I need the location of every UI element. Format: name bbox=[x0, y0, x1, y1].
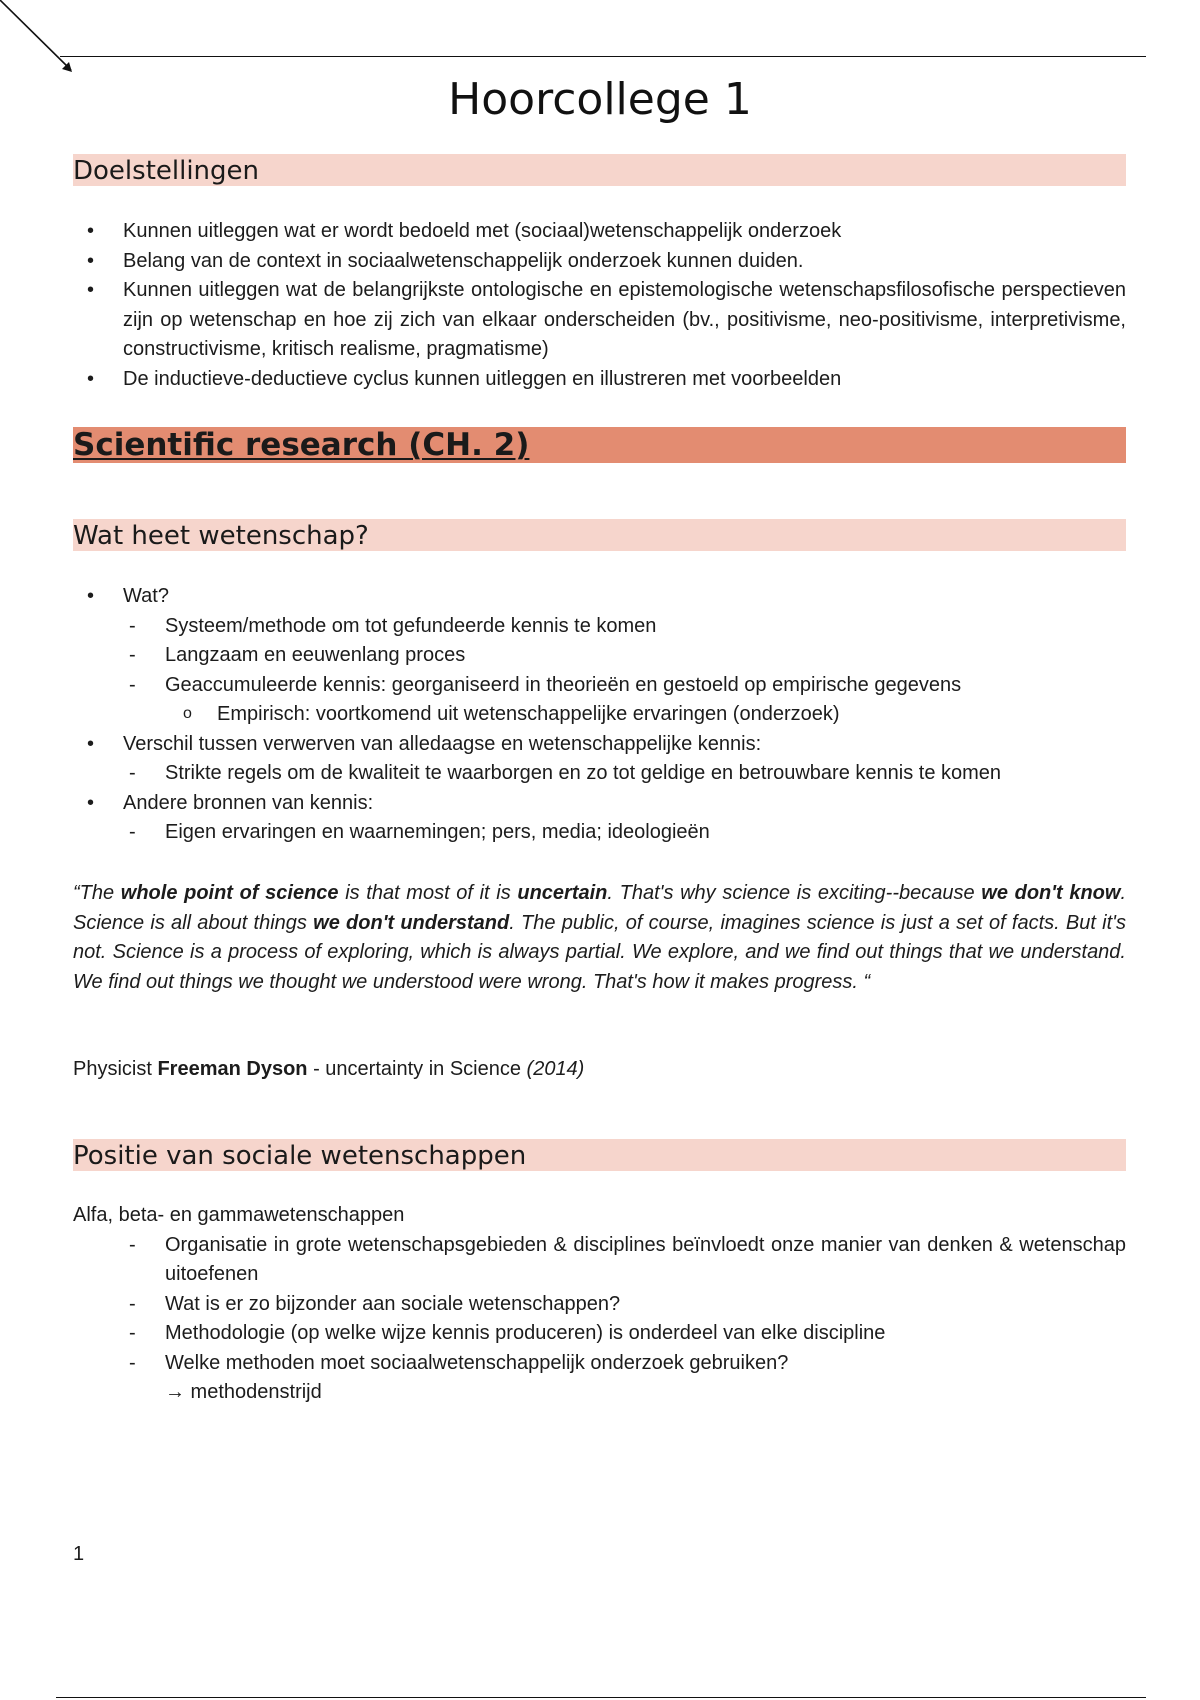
quote-emphasis: uncertain bbox=[517, 882, 608, 904]
list-item: - Geaccumuleerde kennis: georganiseerd in theorieën en gestoeld op empirische gegevens bbox=[73, 671, 1126, 701]
quote-emphasis: we don't understand bbox=[313, 911, 510, 934]
attribution-name: Freeman Dyson bbox=[157, 1058, 308, 1080]
list-item: - Wat is er zo bijzonder aan sociale wetenschappen? bbox=[73, 1290, 1126, 1320]
doelstellingen-list bbox=[73, 217, 1126, 394]
list-item: • Andere bronnen van kennis: bbox=[73, 789, 1126, 819]
quote-text: . That's why science is exciting--because bbox=[607, 882, 982, 904]
heading-scientific-research: Scientific research (CH. 2) bbox=[73, 427, 1126, 463]
dyson-quote bbox=[73, 879, 1126, 997]
list-item: o Empirisch: voortkomend uit wetenschappelijke ervaringen (onderzoek) bbox=[73, 700, 1126, 730]
list-item: - Langzaam en eeuwenlang proces bbox=[73, 641, 1126, 671]
footer-rule bbox=[56, 1697, 1146, 1698]
list-item: • Kunnen uitleggen wat er wordt bedoeld met (sociaal)wetenschappelijk onderzoek bbox=[73, 217, 1126, 247]
list-item: - Systeem/methode om tot gefundeerde kennis te komen bbox=[73, 612, 1126, 642]
heading-wat-heet-wetenschap: Wat heet wetenschap? bbox=[73, 519, 1126, 551]
quote-emphasis: we don't know bbox=[981, 882, 1121, 904]
list-item: - Eigen ervaringen en waarnemingen; pers, media; ideologieën bbox=[73, 818, 1126, 848]
bronnen-sublist bbox=[73, 818, 1126, 848]
positie-list bbox=[73, 1231, 1126, 1379]
positie-intro: Alfa, beta- en gammawetenschappen bbox=[73, 1204, 405, 1226]
wat-sublist bbox=[73, 612, 1126, 701]
verschil-sublist bbox=[73, 759, 1126, 789]
quote-text: is that most of it is bbox=[338, 882, 518, 904]
list-item: • Wat? bbox=[73, 582, 1126, 612]
quote-text: “The bbox=[73, 882, 121, 904]
list-item: - Strikte regels om de kwaliteit te waarborgen en zo tot geldige en betrouwbare kennis te komen bbox=[73, 759, 1126, 789]
quote-emphasis: whole point of science bbox=[120, 882, 339, 904]
quote-text: . Science is all about things bbox=[73, 882, 1127, 934]
list-item: • Belang van de context in sociaalwetenschappelijk onderzoek kunnen duiden. bbox=[73, 247, 1126, 277]
heading-positie-sociale-wetenschappen: Positie van sociale wetenschappen bbox=[73, 1139, 1126, 1171]
attribution-year: (2014) bbox=[526, 1058, 585, 1080]
page-title: Hoorcollege 1 bbox=[448, 74, 752, 125]
page-number: 1 bbox=[73, 1543, 85, 1565]
bronnen-list bbox=[73, 789, 1126, 819]
positie-content bbox=[73, 1201, 1126, 1408]
header-rule bbox=[60, 56, 1146, 57]
attribution-middle: - uncertainty in Science bbox=[307, 1058, 527, 1080]
wat-heet-content bbox=[73, 582, 1126, 848]
verschil-list bbox=[73, 730, 1126, 760]
wat-list bbox=[73, 582, 1126, 612]
attribution-prefix: Physicist bbox=[73, 1058, 158, 1080]
list-item: - Organisatie in grote wetenschapsgebieden & disciplines beïnvloedt onze manier van denken & wetenschap uitoefenen bbox=[73, 1231, 1126, 1290]
quote-attribution bbox=[73, 1055, 1126, 1085]
list-item: • Kunnen uitleggen wat de belangrijkste ontologische en epistemologische wetenschapsfilosofische perspectieven zijn op wetenschap en hoe zij zich van elkaar onderscheiden (bv., positivisme, neo-positivisme, interpretivisme, constructivisme, kritisch realisme, pragmatisme) bbox=[73, 276, 1126, 365]
methodenstrijd-line: → methodenstrijd bbox=[165, 1381, 322, 1403]
list-item: • De inductieve-deductieve cyclus kunnen uitleggen en illustreren met voorbeelden bbox=[73, 365, 1126, 395]
quote-text: . The public, of course, imagines science is just a set of facts. But it's not. Science is a process of exploring, which is always partial. We explore, and we find out things that we understand. We find out things we thought we understood were wrong. That's how it makes progress. “ bbox=[73, 911, 1126, 993]
list-item: • Verschil tussen verwerven van alledaagse en wetenschappelijke kennis: bbox=[73, 730, 1126, 760]
heading-doelstellingen: Doelstellingen bbox=[73, 154, 1126, 186]
list-item: - Methodologie (op welke wijze kennis produceren) is onderdeel van elke discipline bbox=[73, 1319, 1126, 1349]
list-item: - Welke methoden moet sociaalwetenschappelijk onderzoek gebruiken? bbox=[73, 1349, 1126, 1379]
corner-arrow-icon bbox=[0, 0, 80, 80]
wat-subsublist bbox=[73, 700, 1126, 730]
